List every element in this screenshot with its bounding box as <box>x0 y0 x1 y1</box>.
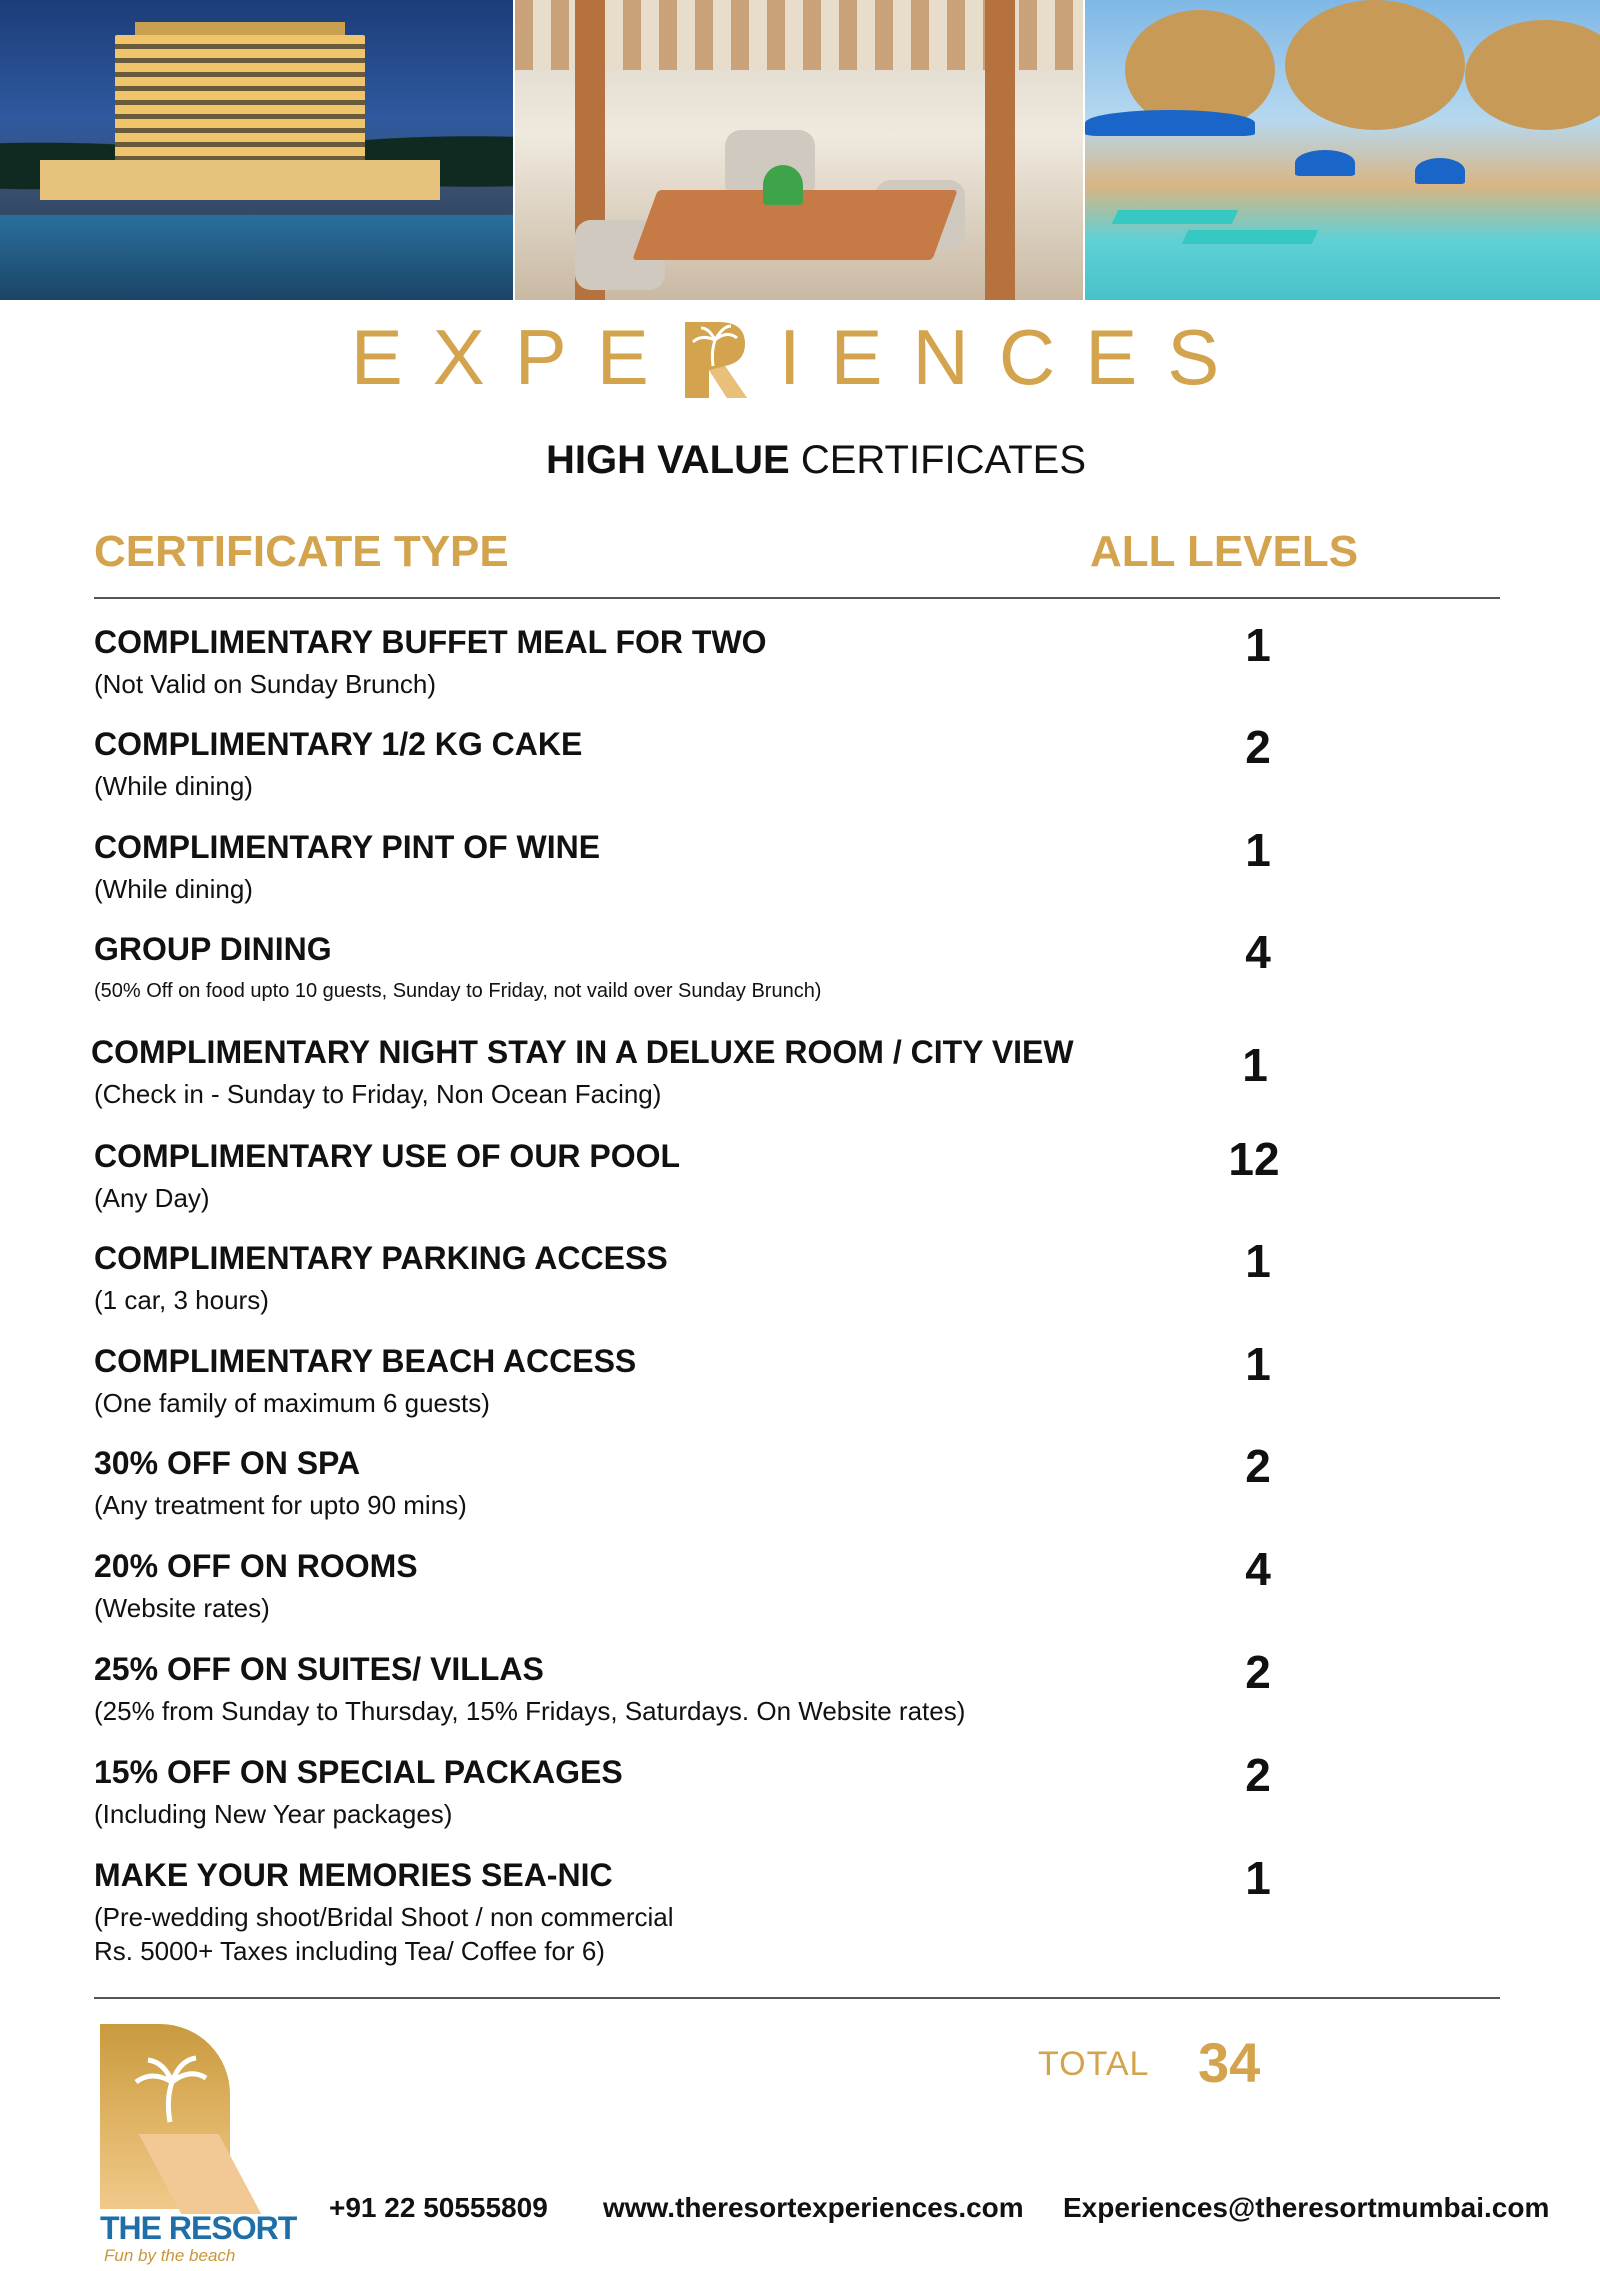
certificate-row <box>94 1235 1424 1317</box>
certificate-note: (Any Day) <box>94 1183 210 1213</box>
poolside-photo <box>1083 0 1600 300</box>
certificate-note: (Check in - Sunday to Friday, Non Ocean Facing) <box>94 1079 662 1109</box>
certificate-row <box>94 1440 1424 1522</box>
title-left: EXPE <box>350 313 679 401</box>
certificate-quantity: 1 <box>1245 1338 1271 1390</box>
certificate-note-line-2: Rs. 5000+ Taxes including Tea/ Coffee for 6) <box>94 1936 605 1966</box>
certificate-row <box>94 1852 1424 1968</box>
certificate-note: (While dining) <box>94 771 253 801</box>
column-header-all-levels: ALL LEVELS <box>1090 527 1359 576</box>
certificate-name: MAKE YOUR MEMORIES SEA-NIC <box>94 1857 613 1893</box>
certificate-row <box>94 1749 1424 1831</box>
certificate-name: 25% OFF ON SUITES/ VILLAS <box>94 1651 544 1687</box>
certificate-row <box>94 1646 1424 1728</box>
certificate-quantity: 1 <box>1245 824 1271 876</box>
contact-website-link[interactable]: www.theresortexperiences.com <box>603 2192 1024 2223</box>
title-right: IENCES <box>778 313 1250 401</box>
certificate-quantity: 1 <box>1245 1235 1271 1287</box>
certificate-row <box>91 1034 1421 1111</box>
certificate-note: (Website rates) <box>94 1593 270 1623</box>
certificate-name: 15% OFF ON SPECIAL PACKAGES <box>94 1754 623 1790</box>
certificate-note: (Any treatment for upto 90 mins) <box>94 1490 467 1520</box>
certificate-quantity: 4 <box>1245 1543 1271 1595</box>
certificate-note: (While dining) <box>94 874 253 904</box>
certificate-note: (1 car, 3 hours) <box>94 1285 269 1315</box>
certificate-row <box>94 824 1424 906</box>
restaurant-photo <box>513 0 1084 300</box>
certificate-row <box>94 926 1424 1008</box>
column-header-certificate-type: CERTIFICATE TYPE <box>94 527 509 576</box>
page-subtitle <box>0 438 1600 483</box>
page-title <box>0 313 1600 401</box>
total-value: 34 <box>1198 2031 1261 2094</box>
certificate-name: COMPLIMENTARY PARKING ACCESS <box>94 1240 668 1276</box>
certificate-row <box>94 1133 1424 1215</box>
certificate-row <box>94 1338 1424 1420</box>
certificate-note: (Including New Year packages) <box>94 1799 453 1829</box>
certificate-row <box>94 1543 1424 1625</box>
certificate-quantity: 4 <box>1245 926 1271 978</box>
subtitle-bold: HIGH VALUE <box>545 438 790 482</box>
certificate-row <box>94 721 1424 803</box>
certificate-name: 30% OFF ON SPA <box>94 1445 361 1481</box>
certificate-note: (Not Valid on Sunday Brunch) <box>94 669 437 699</box>
certificate-name: 20% OFF ON ROOMS <box>94 1548 418 1584</box>
certificate-name: GROUP DINING <box>94 931 332 967</box>
contact-phone[interactable]: +91 22 50555809 <box>329 2192 548 2223</box>
total-label: TOTAL <box>1038 2045 1150 2083</box>
certificate-quantity: 1 <box>1242 1039 1268 1091</box>
logo-tagline: Fun by the beach <box>104 2246 236 2265</box>
certificate-quantity: 2 <box>1245 1749 1271 1801</box>
certificate-quantity: 1 <box>1245 619 1271 671</box>
logo-brand-name: THE RESORT <box>100 2210 297 2246</box>
certificate-note: (One family of maximum 6 guests) <box>94 1388 490 1418</box>
header-divider <box>94 597 1500 599</box>
certificate-quantity: 2 <box>1245 721 1271 773</box>
certificate-note: (50% Off on food upto 10 guests, Sunday to Friday, not vaild over Sunday Brunch) <box>94 980 822 1002</box>
palm-r-icon <box>679 318 749 398</box>
footer-divider <box>94 1997 1500 1999</box>
certificate-quantity: 2 <box>1245 1440 1271 1492</box>
certificate-name: COMPLIMENTARY NIGHT STAY IN A DELUXE ROOM / CITY VIEW <box>91 1034 1074 1070</box>
certificate-row <box>94 619 1424 701</box>
certificate-note: (25% from Sunday to Thursday, 15% Fridays, Saturdays. On Website rates) <box>94 1696 966 1726</box>
certificate-name: COMPLIMENTARY USE OF OUR POOL <box>94 1138 681 1174</box>
certificate-name: COMPLIMENTARY 1/2 KG CAKE <box>94 726 583 762</box>
hotel-exterior-photo <box>0 0 513 300</box>
certificate-name: COMPLIMENTARY BUFFET MEAL FOR TWO <box>94 624 767 660</box>
certificate-quantity: 12 <box>1228 1133 1280 1185</box>
certificate-name: COMPLIMENTARY BEACH ACCESS <box>94 1343 637 1379</box>
contact-email-link[interactable]: Experiences@theresortmumbai.com <box>1063 2192 1550 2223</box>
certificate-quantity: 2 <box>1245 1646 1271 1698</box>
subtitle-normal: CERTIFICATES <box>800 438 1087 482</box>
hero-photo-strip <box>0 0 1600 300</box>
palm-r-logo-icon <box>100 2024 297 2265</box>
certificate-note: (Pre-wedding shoot/Bridal Shoot / non commercial <box>94 1902 674 1932</box>
certificate-name: COMPLIMENTARY PINT OF WINE <box>94 829 601 865</box>
certificate-quantity: 1 <box>1245 1852 1271 1904</box>
